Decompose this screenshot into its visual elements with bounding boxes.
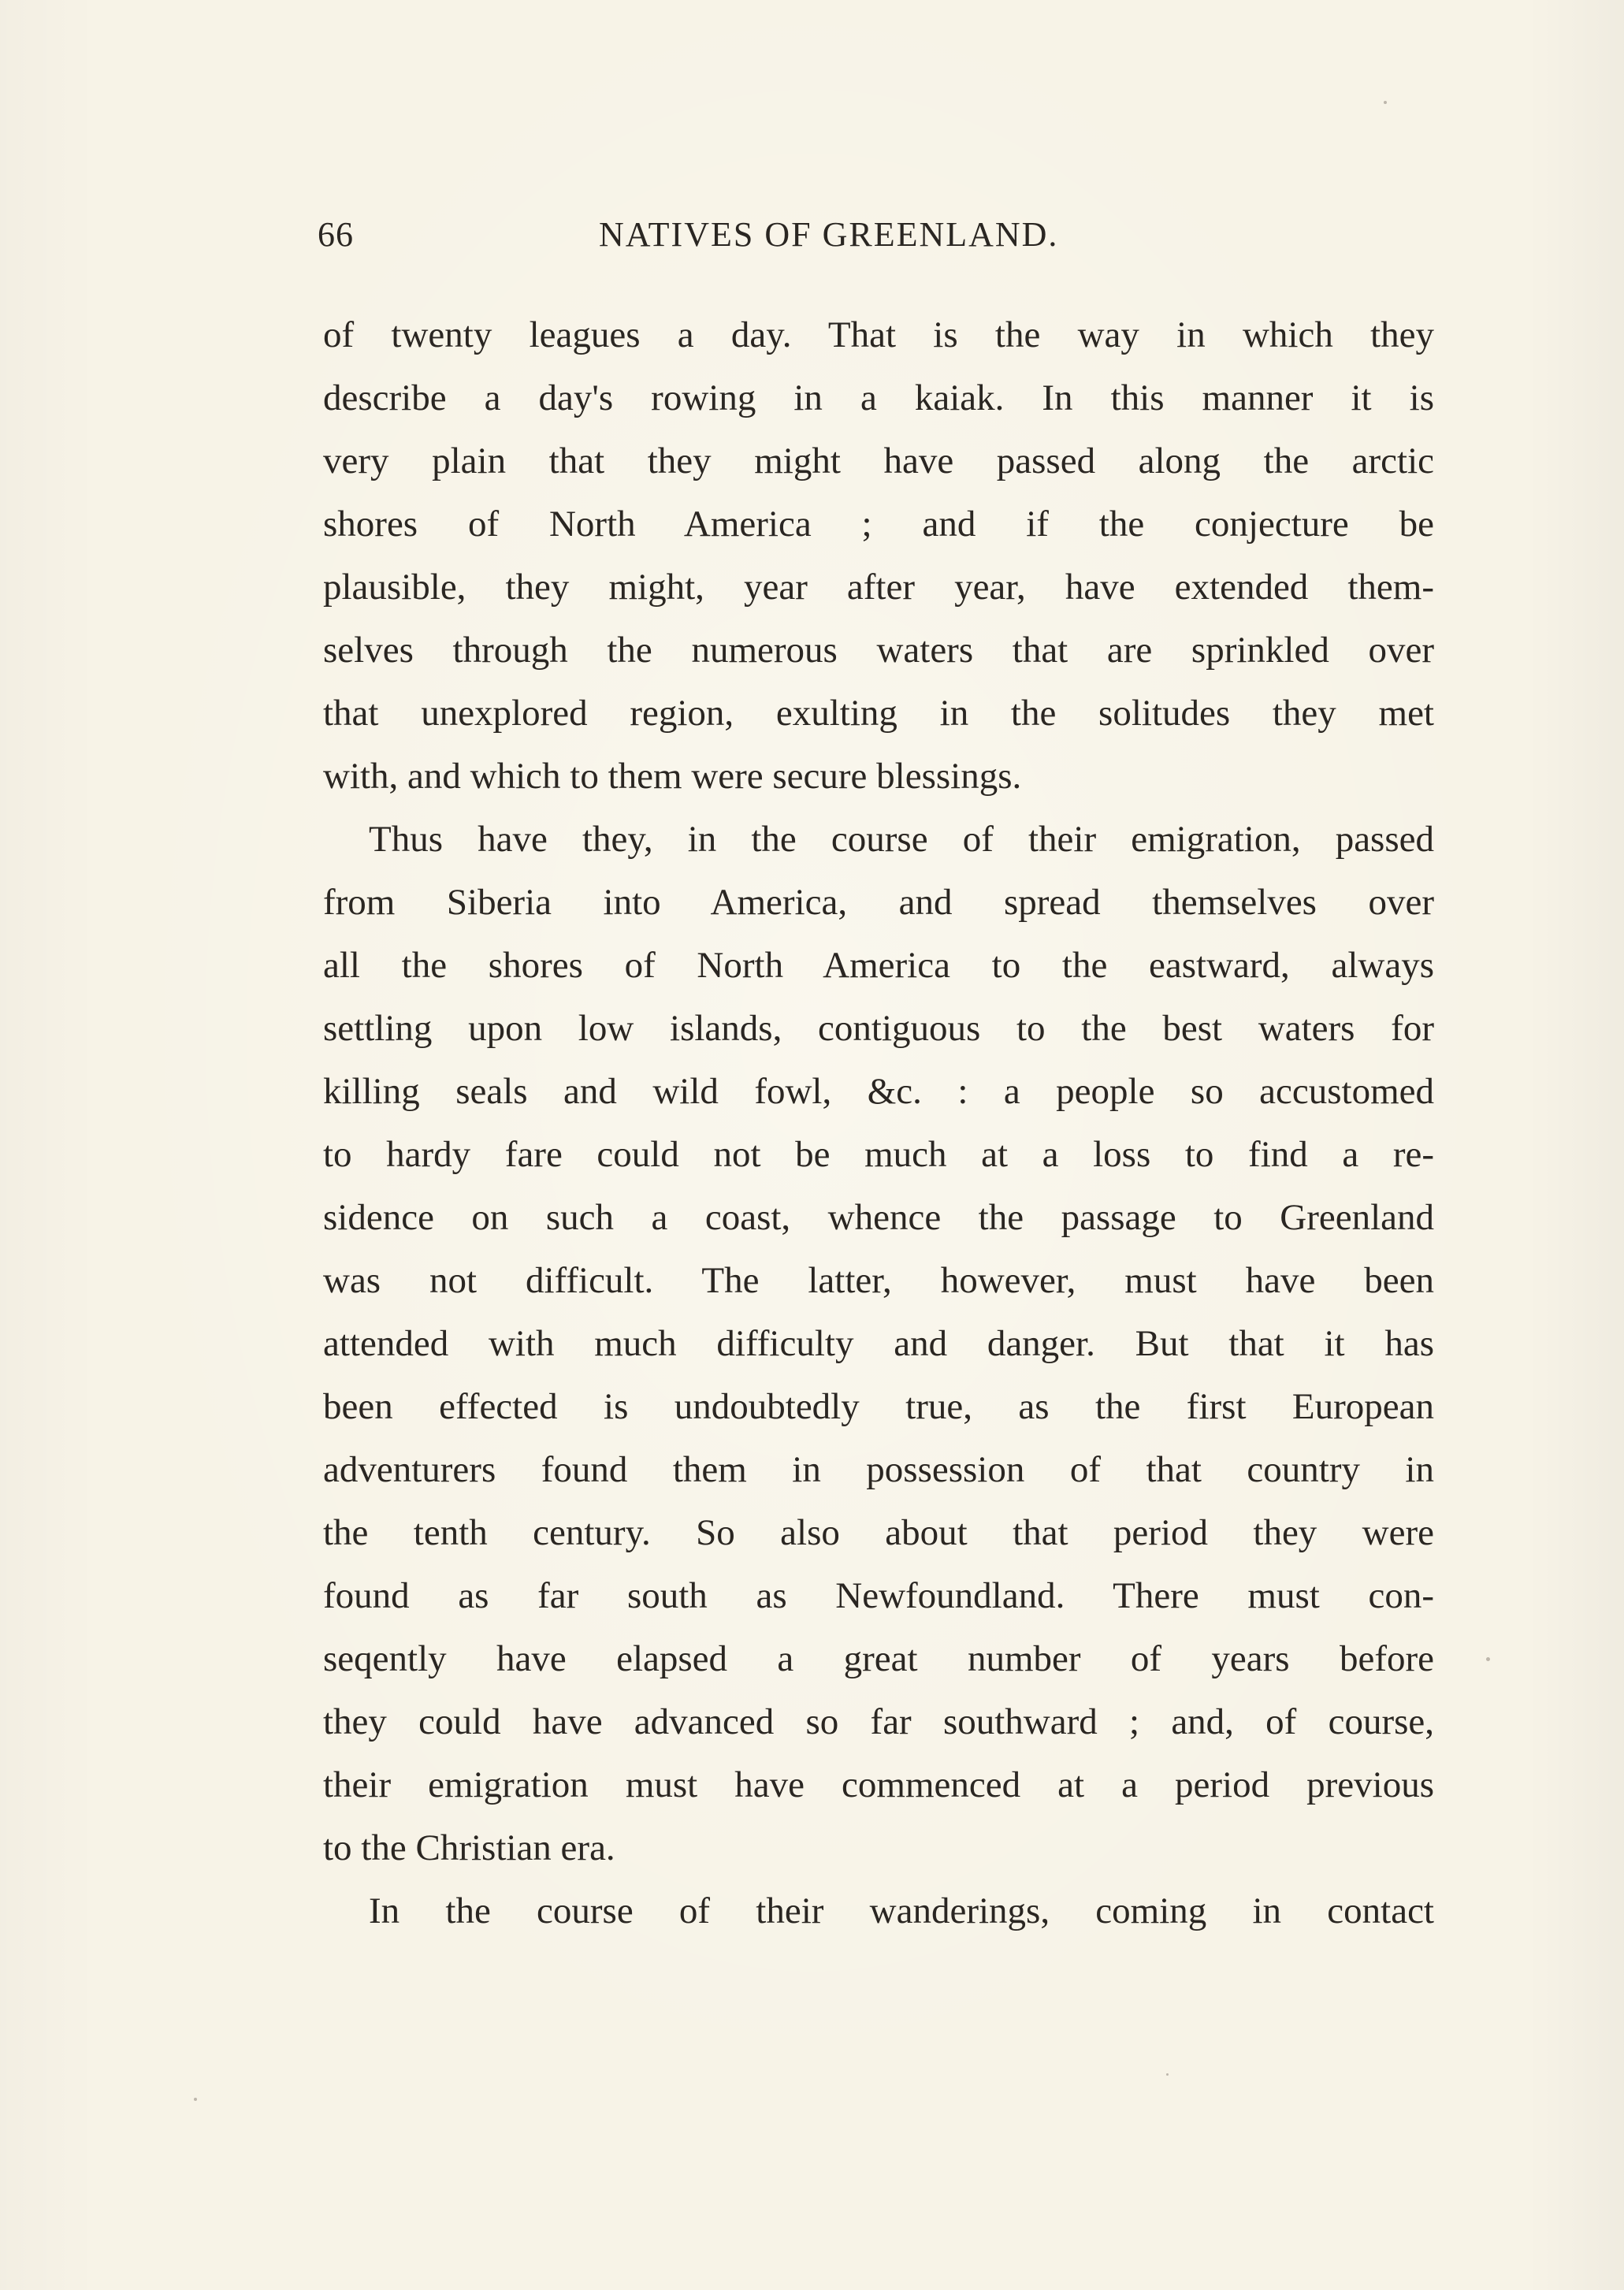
page-header (318, 214, 1436, 262)
text-line: from Siberia into America, and spread themselves over (323, 882, 1434, 923)
paper-speck (1384, 101, 1387, 104)
text-line: Thus have they, in the course of their emigration, passed (369, 819, 1434, 860)
text-line: to hardy fare could not be much at a loss to find a re- (323, 1134, 1434, 1175)
text-line: In the course of their wanderings, coming in contact (369, 1890, 1434, 1931)
text-line: killing seals and wild fowl, &c. : a people so accustomed (323, 1071, 1434, 1112)
text-line: with, and which to them were secure blessings. (323, 756, 1022, 797)
text-line: found as far south as Newfoundland. There must con- (323, 1575, 1434, 1616)
text-line: they could have advanced so far southward ; and, of course, (323, 1701, 1434, 1742)
text-line: sidence on such a coast, whence the passage to Greenland (323, 1197, 1434, 1238)
body-text (323, 303, 1434, 1942)
text-line: all the shores of North America to the eastward, always (323, 945, 1434, 986)
text-line: the tenth century. So also about that period they were (323, 1512, 1434, 1553)
text-line: of twenty leagues a day. That is the way in which they (323, 314, 1434, 355)
text-line: attended with much difficulty and danger. But that it has (323, 1323, 1434, 1364)
text-line: settling upon low islands, contiguous to the best waters for (323, 1008, 1434, 1049)
text-line: their emigration must have commenced at a period previous (323, 1764, 1434, 1805)
running-head: NATIVES OF GREENLAND. (599, 215, 1059, 254)
text-line: was not difficult. The latter, however, must have been (323, 1260, 1434, 1301)
page-number: 66 (318, 215, 354, 254)
paper-speck (1166, 2073, 1169, 2076)
paper-speck (1486, 1657, 1490, 1661)
text-line: very plain that they might have passed along the arctic (323, 441, 1434, 481)
text-line: adventurers found them in possession of that country in (323, 1449, 1434, 1490)
text-line: describe a day's rowing in a kaiak. In this manner it is (323, 377, 1434, 418)
text-line: plausible, they might, year after year, have extended them- (323, 567, 1434, 608)
paper-speck (194, 2098, 197, 2101)
text-line: seqently have elapsed a great number of years before (323, 1638, 1434, 1679)
text-line: to the Christian era. (323, 1827, 615, 1868)
text-line: that unexplored region, exulting in the solitudes they met (323, 693, 1434, 734)
text-line: been effected is undoubtedly true, as the first European (323, 1386, 1434, 1427)
text-line: shores of North America ; and if the conjecture be (323, 504, 1434, 545)
text-line: selves through the numerous waters that are sprinkled over (323, 630, 1434, 671)
